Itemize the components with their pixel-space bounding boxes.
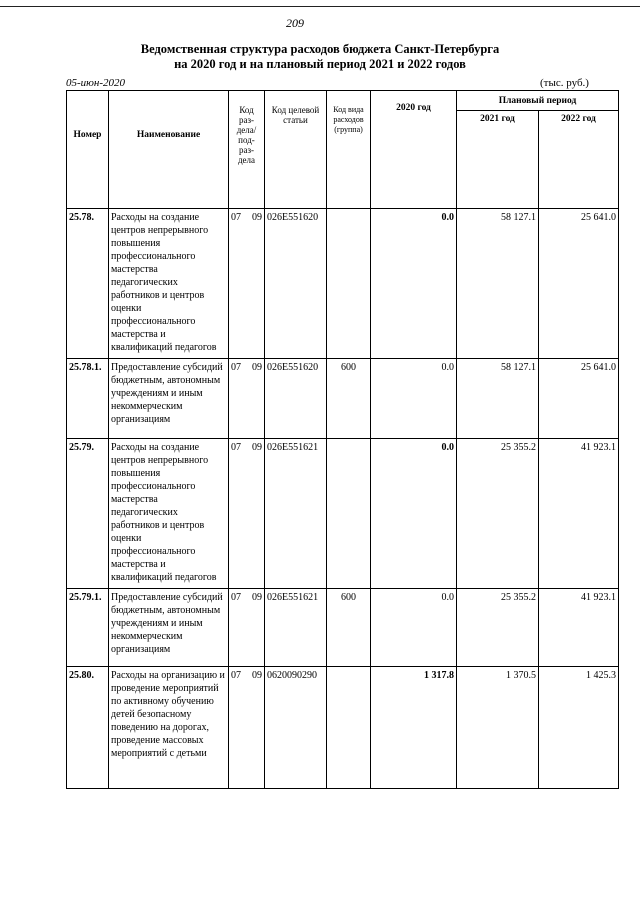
table-row	[67, 667, 619, 789]
row-target-code: 026E551621	[265, 439, 327, 589]
units-label: (тыс. руб.)	[540, 77, 589, 89]
row-kind-code	[327, 439, 371, 589]
table-row	[67, 589, 619, 667]
row-number: 25.80.	[67, 667, 109, 789]
header-number: Номер	[67, 91, 109, 209]
subsection-code: 09	[252, 212, 262, 223]
title-line-1: Ведомственная структура расходов бюджета Санкт-Петербурга	[140, 42, 500, 56]
row-2021: 58 127.1	[457, 359, 539, 439]
row-target-code: 026E551621	[265, 589, 327, 667]
row-2020: 0.0	[371, 359, 457, 439]
header-kind: Код вида расходов (группа)	[327, 91, 371, 209]
row-kind-code	[327, 209, 371, 359]
table-row	[67, 359, 619, 439]
header-2020: 2020 год	[371, 91, 457, 209]
budget-table	[66, 90, 619, 789]
top-rule	[0, 6, 640, 7]
row-name: Предоставление субсидий бюджетным, автономным учреждениям и иным некоммерческим организациям	[109, 589, 229, 667]
row-number: 25.79.	[67, 439, 109, 589]
page-number: 209	[286, 16, 304, 30]
row-kind-code: 600	[327, 359, 371, 439]
row-kind-code: 600	[327, 589, 371, 667]
section-code: 07	[231, 670, 241, 681]
subsection-code: 09	[252, 362, 262, 373]
header-2021: 2021 год	[457, 111, 539, 209]
section-code: 07	[231, 362, 241, 373]
section-code: 07	[231, 212, 241, 223]
section-code: 07	[231, 442, 241, 453]
header-name: Наименование	[109, 91, 229, 209]
row-target-code: 026E551620	[265, 209, 327, 359]
row-kind-code	[327, 667, 371, 789]
row-2020: 0.0	[371, 209, 457, 359]
row-section-code	[229, 359, 265, 439]
row-section-code	[229, 209, 265, 359]
row-name: Предоставление субсидий бюджетным, автономным учреждениям и иным некоммерческим организациям	[109, 359, 229, 439]
table-row	[67, 439, 619, 589]
row-name: Расходы на создание центров непрерывного повышения профессионального мастерства педагогических работников и центров оценки профессионального мастерства и квалификаций педагогов	[109, 209, 229, 359]
row-2020: 0.0	[371, 589, 457, 667]
row-2022: 1 425.3	[539, 667, 619, 789]
section-code: 07	[231, 592, 241, 603]
row-2021: 25 355.2	[457, 439, 539, 589]
row-2020: 0.0	[371, 439, 457, 589]
document-date: 05-июн-2020	[66, 77, 126, 89]
row-2022: 41 923.1	[539, 439, 619, 589]
subsection-code: 09	[252, 592, 262, 603]
row-number: 25.78.1.	[67, 359, 109, 439]
row-2022: 41 923.1	[539, 589, 619, 667]
header-target: Код целевой статьи	[265, 91, 327, 209]
row-target-code: 0620090290	[265, 667, 327, 789]
row-name: Расходы на организацию и проведение мероприятий по активному обучению детей безопасному поведению на дорогах, проведение массовых мероприятий с детьми	[109, 667, 229, 789]
row-2021: 1 370.5	[457, 667, 539, 789]
row-section-code	[229, 667, 265, 789]
row-section-code	[229, 589, 265, 667]
row-2022: 25 641.0	[539, 359, 619, 439]
table-row	[67, 209, 619, 359]
subsection-code: 09	[252, 442, 262, 453]
row-2020: 1 317.8	[371, 667, 457, 789]
header-2022: 2022 год	[539, 111, 619, 209]
title-line-2: на 2020 год и на плановый период 2021 и 2022 годов	[174, 57, 466, 71]
subsection-code: 09	[252, 670, 262, 681]
header-planned-period: Плановый период	[457, 91, 619, 111]
row-2021: 25 355.2	[457, 589, 539, 667]
document-title	[70, 42, 570, 72]
row-number: 25.78.	[67, 209, 109, 359]
row-target-code: 026E551620	[265, 359, 327, 439]
row-section-code	[229, 439, 265, 589]
header-section: Код раз-дела/ под-раз-дела	[229, 91, 265, 209]
row-2021: 58 127.1	[457, 209, 539, 359]
row-number: 25.79.1.	[67, 589, 109, 667]
row-2022: 25 641.0	[539, 209, 619, 359]
row-name: Расходы на создание центров непрерывного повышения профессионального мастерства педагогических работников и центров оценки профессионального мастерства и квалификаций педагогов	[109, 439, 229, 589]
